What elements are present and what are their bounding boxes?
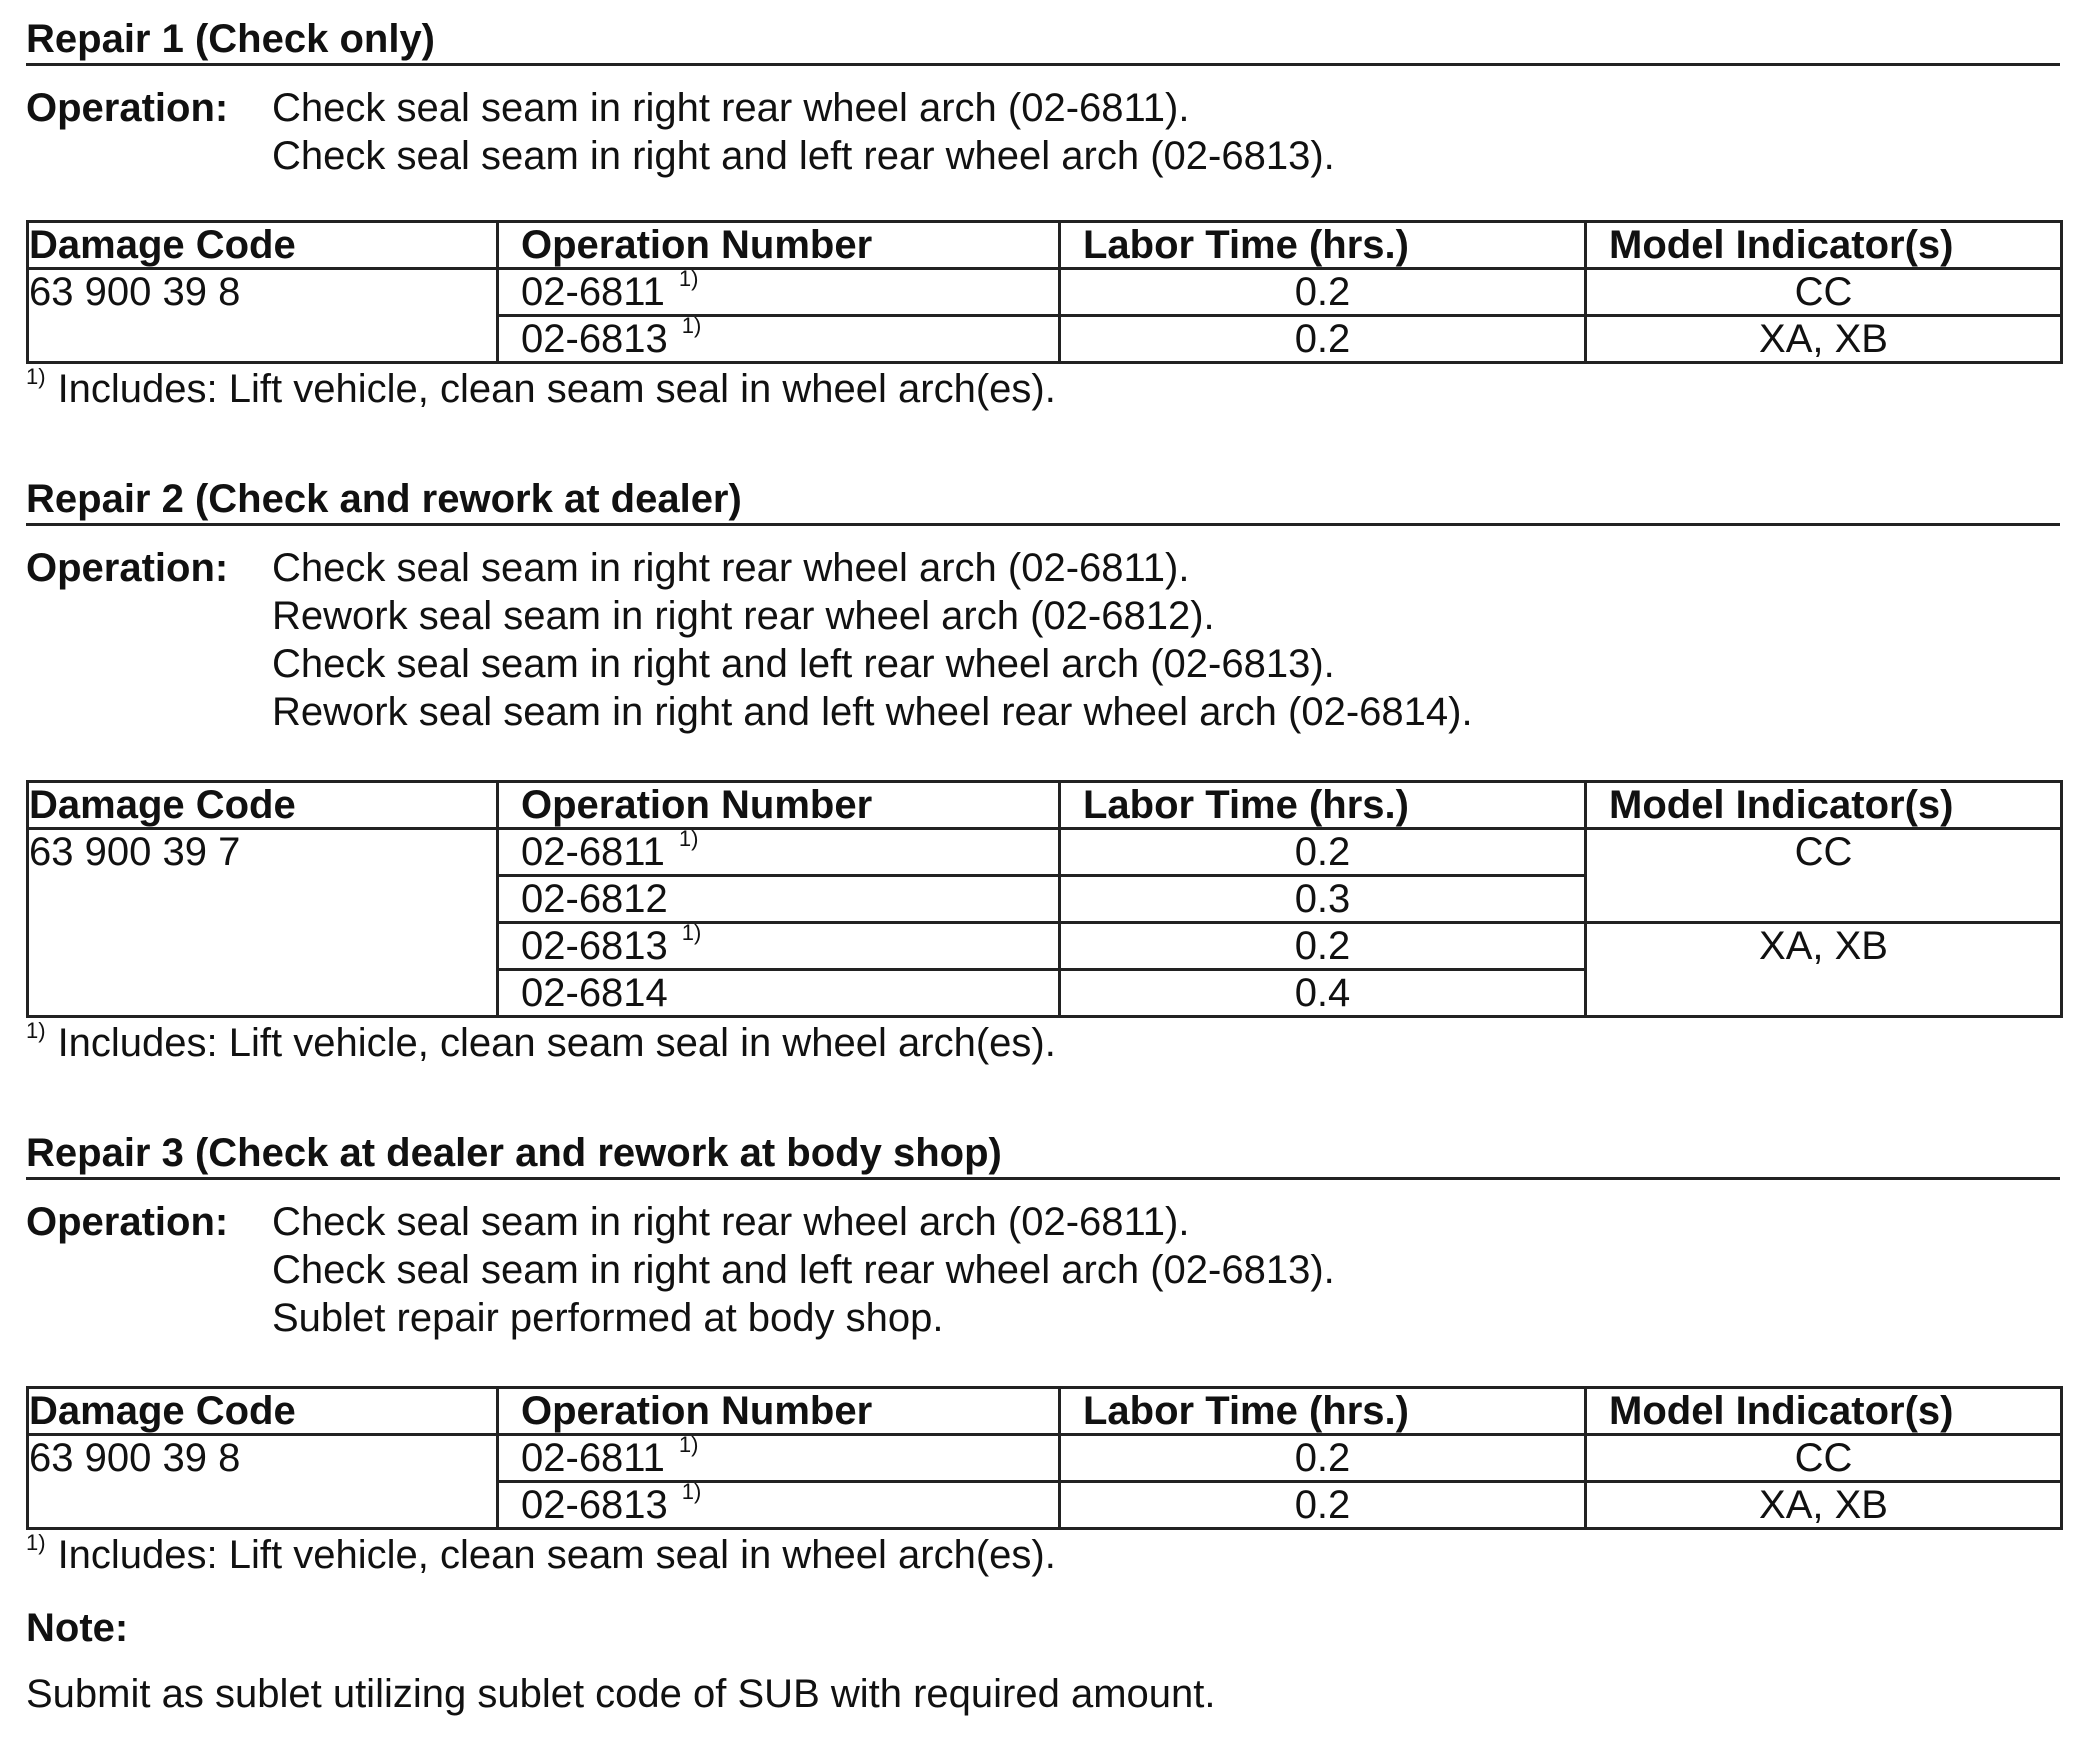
operation-number-cell xyxy=(498,826,1060,876)
repair-3-section xyxy=(26,1128,2060,1578)
operation-line: Sublet repair performed at body shop. xyxy=(272,1296,944,1340)
footnote-marker: 1) xyxy=(26,1530,46,1555)
footnote-marker: 1) xyxy=(681,313,702,338)
model-indicator-cell: CC xyxy=(1586,269,2062,316)
operation-number-cell xyxy=(498,970,1060,1017)
operation-label: Operation: xyxy=(26,1200,229,1244)
operation-line: Check seal seam in right and left rear wheel arch (02-6813). xyxy=(272,134,1335,178)
operation-number-cell xyxy=(498,876,1060,923)
operation-line: Check seal seam in right and left rear wheel arch (02-6813). xyxy=(272,642,1335,686)
labor-time-cell: 0.2 xyxy=(1060,829,1586,876)
operation-number: 02-6811 xyxy=(521,1436,665,1480)
repair-3-footnote xyxy=(26,1532,2060,1578)
table-header-row xyxy=(28,222,2062,269)
repair-1-heading: Repair 1 (Check only) xyxy=(26,14,2060,66)
repair-2-heading: Repair 2 (Check and rework at dealer) xyxy=(26,474,2060,526)
operation-number-cell xyxy=(498,1479,1060,1529)
repair-1-section xyxy=(26,14,2060,412)
header-model-indicator: Model Indicator(s) xyxy=(1586,1388,2062,1435)
header-labor-time: Labor Time (hrs.) xyxy=(1060,782,1586,829)
labor-time-cell: 0.2 xyxy=(1060,269,1586,316)
header-model-indicator: Model Indicator(s) xyxy=(1586,782,2062,829)
operation-lines xyxy=(272,544,1473,736)
operation-number: 02-6811 xyxy=(521,270,665,314)
table-row xyxy=(28,829,2062,876)
repair-1-footnote xyxy=(26,366,2060,412)
note-text: Submit as sublet utilizing sublet code of SUB with required amount. xyxy=(26,1672,1216,1716)
operation-number: 02-6813 xyxy=(521,924,668,968)
repair-3-operation xyxy=(26,1198,2060,1342)
repair-2-section xyxy=(26,474,2060,1066)
model-indicator-cell: CC xyxy=(1586,1435,2062,1482)
footnote-text: Includes: Lift vehicle, clean seam seal in wheel arch(es). xyxy=(57,367,1056,411)
operation-number-cell xyxy=(498,1432,1060,1482)
labor-time-cell: 0.3 xyxy=(1060,876,1586,923)
table-header-row xyxy=(28,782,2062,829)
footnote-marker: 1) xyxy=(681,1479,702,1504)
header-operation-number: Operation Number xyxy=(498,782,1060,829)
repair-3-heading: Repair 3 (Check at dealer and rework at body shop) xyxy=(26,1128,2060,1180)
footnote-marker: 1) xyxy=(681,920,702,945)
labor-time-cell: 0.2 xyxy=(1060,316,1586,363)
operation-line: Check seal seam in right rear wheel arch (02-6811). xyxy=(272,1200,1190,1244)
operation-number-cell xyxy=(498,313,1060,363)
damage-code-cell: 63 900 39 8 xyxy=(28,269,498,363)
repair-2-table xyxy=(26,780,2063,1018)
operation-number-cell xyxy=(498,266,1060,316)
operation-number: 02-6813 xyxy=(521,317,668,361)
repair-2-footnote xyxy=(26,1020,2060,1066)
header-operation-number: Operation Number xyxy=(498,1388,1060,1435)
operation-line: Check seal seam in right and left rear wheel arch (02-6813). xyxy=(272,1248,1335,1292)
labor-time-cell: 0.2 xyxy=(1060,1482,1586,1529)
header-operation-number: Operation Number xyxy=(498,222,1060,269)
repair-1-table xyxy=(26,220,2063,364)
operation-lines xyxy=(272,84,1335,180)
table-header-row xyxy=(28,1388,2062,1435)
header-damage-code: Damage Code xyxy=(28,222,498,269)
header-damage-code: Damage Code xyxy=(28,1388,498,1435)
operation-label: Operation: xyxy=(26,86,229,130)
repair-2-operation xyxy=(26,544,2060,736)
note-title: Note: xyxy=(26,1606,129,1650)
operation-number: 02-6812 xyxy=(521,877,668,921)
footnote-text: Includes: Lift vehicle, clean seam seal in wheel arch(es). xyxy=(57,1533,1056,1577)
footnote-marker: 1) xyxy=(678,266,699,291)
footnote-marker: 1) xyxy=(678,1432,699,1457)
operation-label: Operation: xyxy=(26,546,229,590)
operation-line: Check seal seam in right rear wheel arch (02-6811). xyxy=(272,546,1190,590)
footnote-marker: 1) xyxy=(26,364,46,389)
model-indicator-cell: XA, XB xyxy=(1586,316,2062,363)
header-labor-time: Labor Time (hrs.) xyxy=(1060,222,1586,269)
operation-line: Rework seal seam in right and left wheel rear wheel arch (02-6814). xyxy=(272,690,1473,734)
repair-3-table xyxy=(26,1386,2063,1530)
damage-code-cell: 63 900 39 7 xyxy=(28,829,498,1017)
model-indicator-cell: XA, XB xyxy=(1586,923,2062,1017)
operation-lines xyxy=(272,1198,1335,1342)
operation-number: 02-6811 xyxy=(521,830,665,874)
operation-number-cell xyxy=(498,920,1060,970)
header-damage-code: Damage Code xyxy=(28,782,498,829)
damage-code-cell: 63 900 39 8 xyxy=(28,1435,498,1529)
operation-line: Rework seal seam in right rear wheel arch (02-6812). xyxy=(272,594,1215,638)
model-indicator-cell: XA, XB xyxy=(1586,1482,2062,1529)
operation-line: Check seal seam in right rear wheel arch (02-6811). xyxy=(272,86,1190,130)
labor-time-cell: 0.4 xyxy=(1060,970,1586,1017)
table-row xyxy=(28,269,2062,316)
repair-1-operation xyxy=(26,84,2060,180)
header-model-indicator: Model Indicator(s) xyxy=(1586,222,2062,269)
model-indicator-cell: CC xyxy=(1586,829,2062,923)
footnote-marker: 1) xyxy=(678,826,699,851)
labor-time-cell: 0.2 xyxy=(1060,1435,1586,1482)
header-labor-time: Labor Time (hrs.) xyxy=(1060,1388,1586,1435)
footnote-marker: 1) xyxy=(26,1018,46,1043)
operation-number: 02-6814 xyxy=(521,971,668,1015)
labor-time-cell: 0.2 xyxy=(1060,923,1586,970)
table-row xyxy=(28,1435,2062,1482)
operation-number: 02-6813 xyxy=(521,1483,668,1527)
footnote-text: Includes: Lift vehicle, clean seam seal in wheel arch(es). xyxy=(57,1021,1056,1065)
